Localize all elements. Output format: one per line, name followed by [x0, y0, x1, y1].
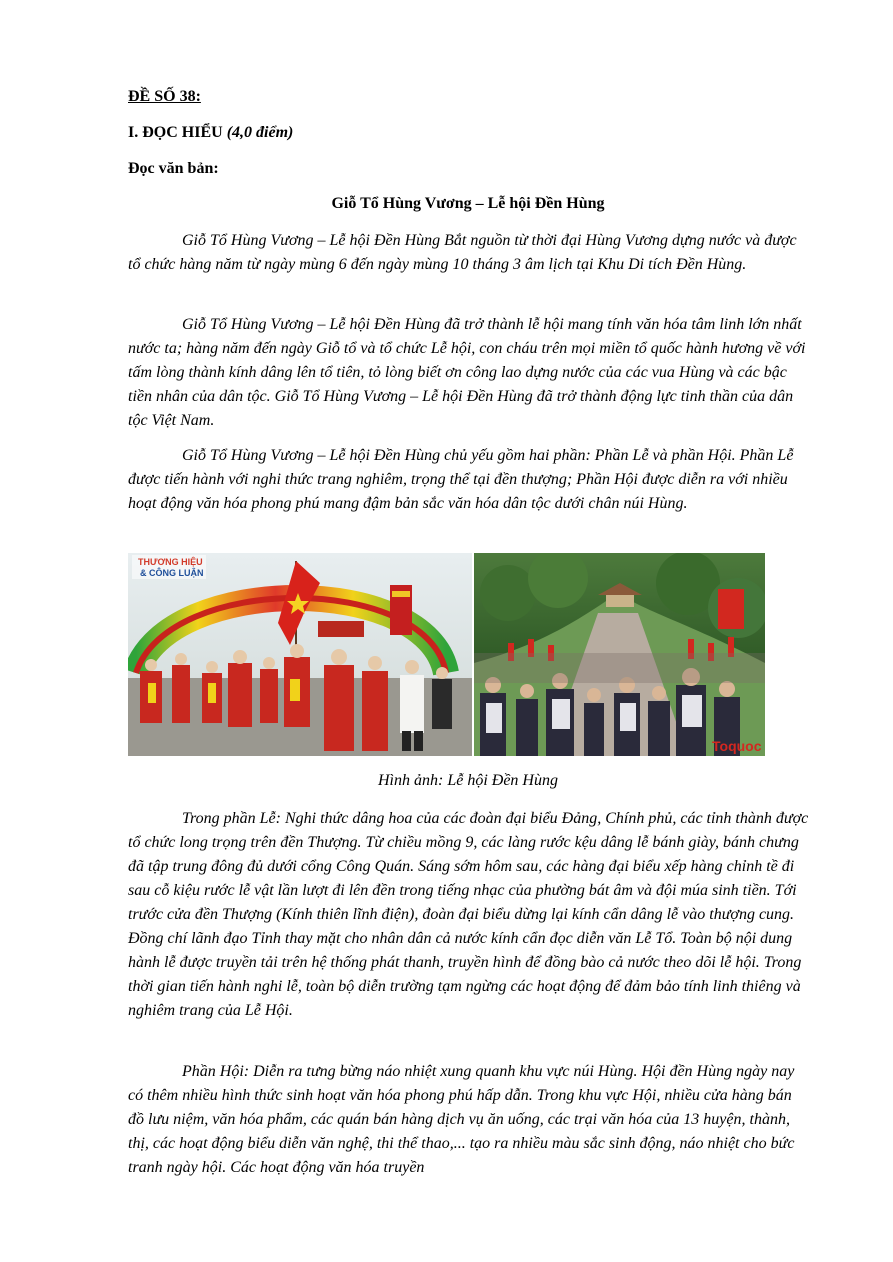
- festival-photos: [128, 553, 765, 756]
- article-paragraph-1: Giỗ Tổ Hùng Vương – Lễ hội Đền Hùng Bắt nguồn từ thời đại Hùng Vương dựng nước và được tổ chức hàng năm từ ngày mùng 6 đến ngày mùng 10 tháng 3 âm lịch tại Khu Di tích Đền Hùng.: [128, 232, 797, 273]
- procession-photo: [128, 553, 472, 756]
- article-paragraph-4: Trong phần Lễ: Nghi thức dâng hoa của các đoàn đại biểu Đảng, Chính phủ, các tỉnh thành được tổ chức long trọng trên đền Thượng. Từ chiều mồng 9, các làng rước kệu dâng lễ bánh giày, bánh chưng đã tập trung đông đủ dưới cổng Công Quán. Sáng sớm hôm sau, các hàng đại biểu xếp hàng chỉnh tề đi sau cỗ kiệu rước lễ vật lần lượt đi lên đền trong tiếng nhạc của phường bát âm và đội múa sinh tiền. Tới trước cửa đền Thượng (Kính thiên lĩnh điện), đoàn đại biểu dừng lại kính cẩn dâng lễ vào thượng cung. Đồng chí lãnh đạo Tỉnh thay mặt cho nhân dân cả nước kính cẩn đọc diễn văn Lễ Tổ. Toàn bộ nội dung hành lễ được truyền tải trên hệ thống phát thanh, truyền hình để đồng bào cả nước theo dõi lễ hội. Trong thời gian tiến hành nghi lễ, toàn bộ diễn trường tạm ngừng các hoạt động để đảm bảo tính linh thiêng và nghiêm trang của Lễ Hội.: [128, 810, 809, 1019]
- watermark-line-2: & CÔNG LUẬN: [140, 568, 204, 578]
- section-points: (4,0 điểm): [226, 124, 294, 141]
- section-heading: [128, 124, 293, 142]
- article-paragraph-3: Giỗ Tổ Hùng Vương – Lễ hội Đền Hùng chủ yếu gồm hai phần: Phần Lễ và phần Hội. Phần Lễ được tiến hành với nghi thức trang nghiêm, trọng thể tại đền thượng; Phần Hội được diễn ra với nhiều hoạt động văn hóa phong phú mang đậm bản sắc văn hóa dân tộc dưới chân núi Hùng.: [128, 447, 794, 512]
- article-paragraph-2: Giỗ Tổ Hùng Vương – Lễ hội Đền Hùng đã trở thành lễ hội mang tính văn hóa tâm linh lớn nhất nước ta; hàng năm đến ngày Giỗ tổ và tổ chức Lễ hội, con cháu trên mọi miền tổ quốc hành hương về với tấm lòng thành kính dâng lên tổ tiên, tỏ lòng biết ơn công lao dựng nước của các vua Hùng và các bậc tiền nhân của dân tộc. Giỗ Tổ Hùng Vương – Lễ hội Đền Hùng đã trở thành động lực tinh thần của dân tộc Việt Nam.: [128, 316, 806, 429]
- watermark-line-1: THƯƠNG HIỆU: [138, 557, 203, 567]
- pilgrims-photo: [474, 553, 765, 756]
- exam-number: ĐỀ SỐ 38:: [128, 88, 201, 105]
- watermark-toquoc: Toquoc: [712, 738, 762, 754]
- photo-caption: Hình ảnh: Lễ hội Đền Hùng: [378, 772, 558, 789]
- section-title: I. ĐỌC HIỂU: [128, 124, 223, 141]
- reading-instruction: Đọc văn bản:: [128, 160, 219, 177]
- article-paragraph-5: Phần Hội: Diễn ra tưng bừng náo nhiệt xung quanh khu vực núi Hùng. Hội đền Hùng ngày nay có thêm nhiều hình thức sinh hoạt văn hóa phong phú hấp dẫn. Trong khu vực Hội, nhiều cửa hàng bán đồ lưu niệm, văn hóa phẩm, các quán bán hàng dịch vụ ăn uống, các trại văn hóa của 13 huyện, thành, thị, các hoạt động biểu diễn văn nghệ, thi thể thao,... tạo ra nhiều màu sắc sinh động, náo nhiệt cho bức tranh ngày hội. Các hoạt động văn hóa truyền: [128, 1063, 795, 1176]
- article-title: Giỗ Tổ Hùng Vương – Lễ hội Đền Hùng: [331, 195, 605, 212]
